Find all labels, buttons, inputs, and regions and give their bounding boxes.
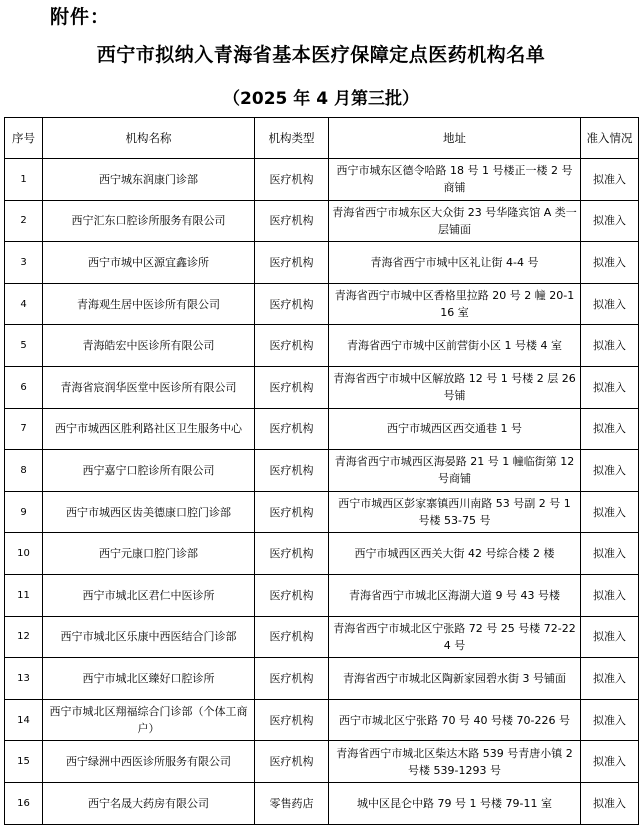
cell-status: 拟准入 — [581, 159, 639, 201]
cell-number: 4 — [5, 283, 43, 325]
cell-address: 西宁市城西区西关大街 42 号综合楼 2 楼 — [329, 533, 581, 575]
cell-institution-type: 医疗机构 — [255, 574, 329, 616]
cell-institution-type: 医疗机构 — [255, 325, 329, 367]
cell-institution-type: 零售药店 — [255, 782, 329, 824]
cell-status: 拟准入 — [581, 616, 639, 658]
cell-institution-type: 医疗机构 — [255, 242, 329, 284]
cell-institution-type: 医疗机构 — [255, 450, 329, 492]
table-row — [5, 283, 639, 325]
cell-institution-name: 西宁绿洲中西医诊所服务有限公司 — [43, 741, 255, 783]
table-row — [5, 200, 639, 242]
cell-number: 1 — [5, 159, 43, 201]
table-row — [5, 366, 639, 408]
cell-institution-type: 医疗机构 — [255, 408, 329, 450]
table-row — [5, 699, 639, 741]
document-subtitle: （2025 年 4 月第三批） — [223, 89, 419, 109]
cell-institution-name: 西宁市城北区臻好口腔诊所 — [43, 658, 255, 700]
cell-institution-name: 西宁名晟大药房有限公司 — [43, 782, 255, 824]
column-header-address: 地址 — [329, 118, 581, 159]
cell-institution-name: 西宁市城北区君仁中医诊所 — [43, 574, 255, 616]
cell-address: 青海省西宁市城东区大众街 23 号华隆宾馆 A 类一层铺面 — [329, 200, 581, 242]
cell-address: 青海省西宁市城北区海湖大道 9 号 43 号楼 — [329, 574, 581, 616]
cell-status: 拟准入 — [581, 242, 639, 284]
cell-address: 西宁市城西区彭家寨镇西川南路 53 号副 2 号 1 号楼 53-75 号 — [329, 491, 581, 533]
table-row — [5, 782, 639, 824]
cell-status: 拟准入 — [581, 741, 639, 783]
cell-address: 西宁市城东区德令哈路 18 号 1 号楼正一楼 2 号商铺 — [329, 159, 581, 201]
institution-table — [4, 117, 639, 825]
cell-institution-type: 医疗机构 — [255, 366, 329, 408]
cell-number: 11 — [5, 574, 43, 616]
document-title: 西宁市拟纳入青海省基本医疗保障定点医药机构名单 — [96, 44, 546, 66]
cell-number: 16 — [5, 782, 43, 824]
table-row — [5, 574, 639, 616]
table-row — [5, 491, 639, 533]
cell-institution-type: 医疗机构 — [255, 699, 329, 741]
cell-number: 7 — [5, 408, 43, 450]
cell-address: 青海省西宁市城中区礼让街 4-4 号 — [329, 242, 581, 284]
table-body — [5, 159, 639, 825]
cell-institution-type: 医疗机构 — [255, 491, 329, 533]
attachment-label: 附件： — [50, 6, 111, 28]
table-row — [5, 658, 639, 700]
column-header-name: 机构名称 — [43, 118, 255, 159]
cell-institution-name: 西宁嘉宁口腔诊所有限公司 — [43, 450, 255, 492]
cell-status: 拟准入 — [581, 450, 639, 492]
table-row — [5, 741, 639, 783]
cell-status: 拟准入 — [581, 533, 639, 575]
cell-number: 3 — [5, 242, 43, 284]
table-header-row — [5, 118, 639, 159]
table-row — [5, 450, 639, 492]
cell-institution-type: 医疗机构 — [255, 159, 329, 201]
cell-institution-name: 西宁城东润康门诊部 — [43, 159, 255, 201]
column-header-number: 序号 — [5, 118, 43, 159]
table-row — [5, 159, 639, 201]
cell-address: 西宁市城西区西交通巷 1 号 — [329, 408, 581, 450]
cell-institution-type: 医疗机构 — [255, 658, 329, 700]
cell-number: 8 — [5, 450, 43, 492]
cell-institution-type: 医疗机构 — [255, 616, 329, 658]
cell-institution-type: 医疗机构 — [255, 533, 329, 575]
cell-institution-type: 医疗机构 — [255, 283, 329, 325]
cell-institution-name: 西宁汇东口腔诊所服务有限公司 — [43, 200, 255, 242]
cell-institution-type: 医疗机构 — [255, 741, 329, 783]
column-header-type: 机构类型 — [255, 118, 329, 159]
cell-institution-type: 医疗机构 — [255, 200, 329, 242]
column-header-status: 准入情况 — [581, 118, 639, 159]
cell-institution-name: 西宁市城西区齿美德康口腔门诊部 — [43, 491, 255, 533]
cell-status: 拟准入 — [581, 782, 639, 824]
cell-status: 拟准入 — [581, 366, 639, 408]
cell-address: 城中区昆仑中路 79 号 1 号楼 79-11 室 — [329, 782, 581, 824]
cell-institution-name: 青海皓宏中医诊所有限公司 — [43, 325, 255, 367]
cell-status: 拟准入 — [581, 408, 639, 450]
cell-number: 9 — [5, 491, 43, 533]
cell-number: 5 — [5, 325, 43, 367]
cell-address: 青海省西宁市城北区宁张路 72 号 25 号楼 72-224 号 — [329, 616, 581, 658]
cell-number: 13 — [5, 658, 43, 700]
cell-status: 拟准入 — [581, 658, 639, 700]
table-row — [5, 242, 639, 284]
cell-status: 拟准入 — [581, 699, 639, 741]
cell-address: 青海省西宁市城北区陶新家园碧水街 3 号铺面 — [329, 658, 581, 700]
table-row — [5, 325, 639, 367]
cell-address: 青海省西宁市城西区海晏路 21 号 1 幢临街第 12 号商铺 — [329, 450, 581, 492]
cell-status: 拟准入 — [581, 574, 639, 616]
cell-address: 青海省西宁市城中区解放路 12 号 1 号楼 2 层 26 号铺 — [329, 366, 581, 408]
cell-address: 西宁市城北区宁张路 70 号 40 号楼 70-226 号 — [329, 699, 581, 741]
table-row — [5, 616, 639, 658]
cell-status: 拟准入 — [581, 325, 639, 367]
cell-institution-name: 西宁市城西区胜利路社区卫生服务中心 — [43, 408, 255, 450]
cell-number: 6 — [5, 366, 43, 408]
cell-status: 拟准入 — [581, 200, 639, 242]
cell-institution-name: 西宁元康口腔门诊部 — [43, 533, 255, 575]
cell-status: 拟准入 — [581, 491, 639, 533]
cell-number: 15 — [5, 741, 43, 783]
cell-number: 2 — [5, 200, 43, 242]
cell-address: 青海省西宁市城中区香格里拉路 20 号 2 幢 20-116 室 — [329, 283, 581, 325]
cell-institution-name: 青海省宸润华医堂中医诊所有限公司 — [43, 366, 255, 408]
cell-institution-name: 青海观生居中医诊所有限公司 — [43, 283, 255, 325]
table-row — [5, 408, 639, 450]
cell-institution-name: 西宁市城北区翔福综合门诊部（个体工商户） — [43, 699, 255, 741]
cell-number: 14 — [5, 699, 43, 741]
cell-address: 青海省西宁市城中区前营街小区 1 号楼 4 室 — [329, 325, 581, 367]
cell-number: 12 — [5, 616, 43, 658]
cell-institution-name: 西宁市城中区源宜鑫诊所 — [43, 242, 255, 284]
cell-status: 拟准入 — [581, 283, 639, 325]
cell-institution-name: 西宁市城北区乐康中西医结合门诊部 — [43, 616, 255, 658]
cell-number: 10 — [5, 533, 43, 575]
cell-address: 青海省西宁市城北区柴达木路 539 号青唐小镇 2 号楼 539-1293 号 — [329, 741, 581, 783]
table-row — [5, 533, 639, 575]
